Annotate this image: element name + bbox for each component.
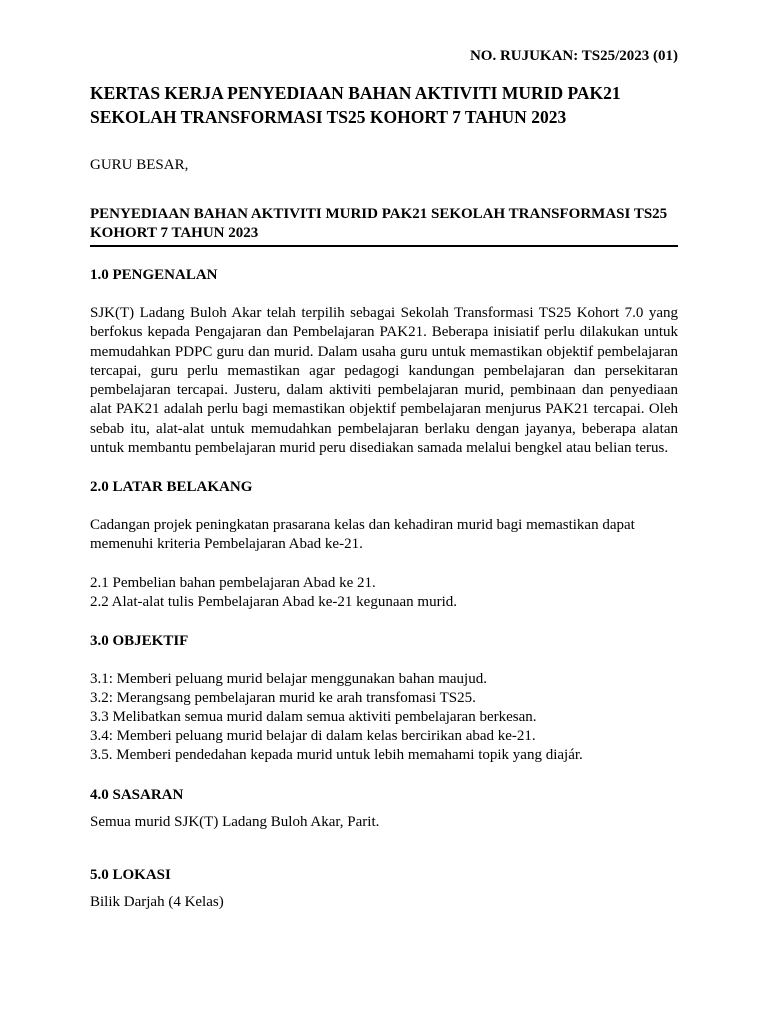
background-paragraph: Cadangan projek peningkatan prasarana kelas dan kehadiran murid bagi memastikan dapat memenuhi kriteria Pembelajaran Abad ke-21. bbox=[90, 517, 635, 553]
objective-item: 3.4: Memberi peluang murid belajar di dalam kelas bercirikan abad ke-21. bbox=[90, 728, 536, 744]
section-heading-objectives: 3.0 OBJEKTIF bbox=[90, 633, 189, 649]
reference-number: NO. RUJUKAN: TS25/2023 (01) bbox=[469, 48, 678, 64]
section-heading-target: 4.0 SASARAN bbox=[90, 787, 184, 803]
section-heading-location: 5.0 LOKASI bbox=[90, 867, 171, 883]
background-item: 2.1 Pembelian bahan pembelajaran Abad ke 21. bbox=[90, 575, 376, 591]
document-title-line-2: SEKOLAH TRANSFORMASI TS25 KOHORT 7 TAHUN 2023 bbox=[90, 107, 567, 127]
location-text: Bilik Darjah (4 Kelas) bbox=[90, 894, 224, 910]
objective-item: 3.2: Merangsang pembelajaran murid ke arah transfomasi TS25. bbox=[90, 690, 476, 706]
section-heading-introduction: 1.0 PENGENALAN bbox=[90, 267, 218, 283]
section-heading-background: 2.0 LATAR BELAKANG bbox=[90, 479, 253, 495]
document-title-line-1: KERTAS KERJA PENYEDIAAN BAHAN AKTIVITI MURID PAK21 bbox=[90, 83, 621, 103]
objective-item: 3.3 Melibatkan semua murid dalam semua aktiviti pembelajaran berkesan. bbox=[90, 709, 537, 725]
target-text: Semua murid SJK(T) Ladang Buloh Akar, Parit. bbox=[90, 814, 380, 830]
subject-line: PENYEDIAAN BAHAN AKTIVITI MURID PAK21 SEKOLAH TRANSFORMASI TS25 KOHORT 7 TAHUN 2023 bbox=[90, 205, 678, 247]
objective-item: 3.5. Memberi pendedahan kepada murid untuk lebih memahami topik yang diajár. bbox=[90, 747, 583, 763]
introduction-paragraph: SJK(T) Ladang Buloh Akar telah terpilih sebagai Sekolah Transformasi TS25 Kohort 7.0 yang berfokus kepada Pengajaran dan Pembelajaran PAK21. Beberapa inisiatif perlu dilakukan untuk memudahkan PDPC guru dan murid. Dalam usaha guru untuk memastikan objektif pembelajaran tercapai, guru perlu memastikan agar pedagogi kandungan pembelajaran dan persekitaran pembelajaran tercapai. Justeru, dalam aktiviti pembelajaran murid, pembinaan dan penyediaan alat PAK21 adalah perlu bagi memastikan objektif pembelajaran menjurus PAK21 tercapai. Oleh sebab itu, alat-alat untuk memudahkan pembelajaran berlaku dengan jayanya, beberapa alatan untuk membantu pembelajaran murid peru disediakan samada melalui bengkel atau belian terus. bbox=[90, 305, 678, 457]
document-title bbox=[90, 81, 680, 129]
salutation: GURU BESAR, bbox=[90, 157, 189, 173]
background-item: 2.2 Alat-alat tulis Pembelajaran Abad ke-21 kegunaan murid. bbox=[90, 594, 457, 610]
objective-item: 3.1: Memberi peluang murid belajar menggunakan bahan maujud. bbox=[90, 671, 487, 687]
